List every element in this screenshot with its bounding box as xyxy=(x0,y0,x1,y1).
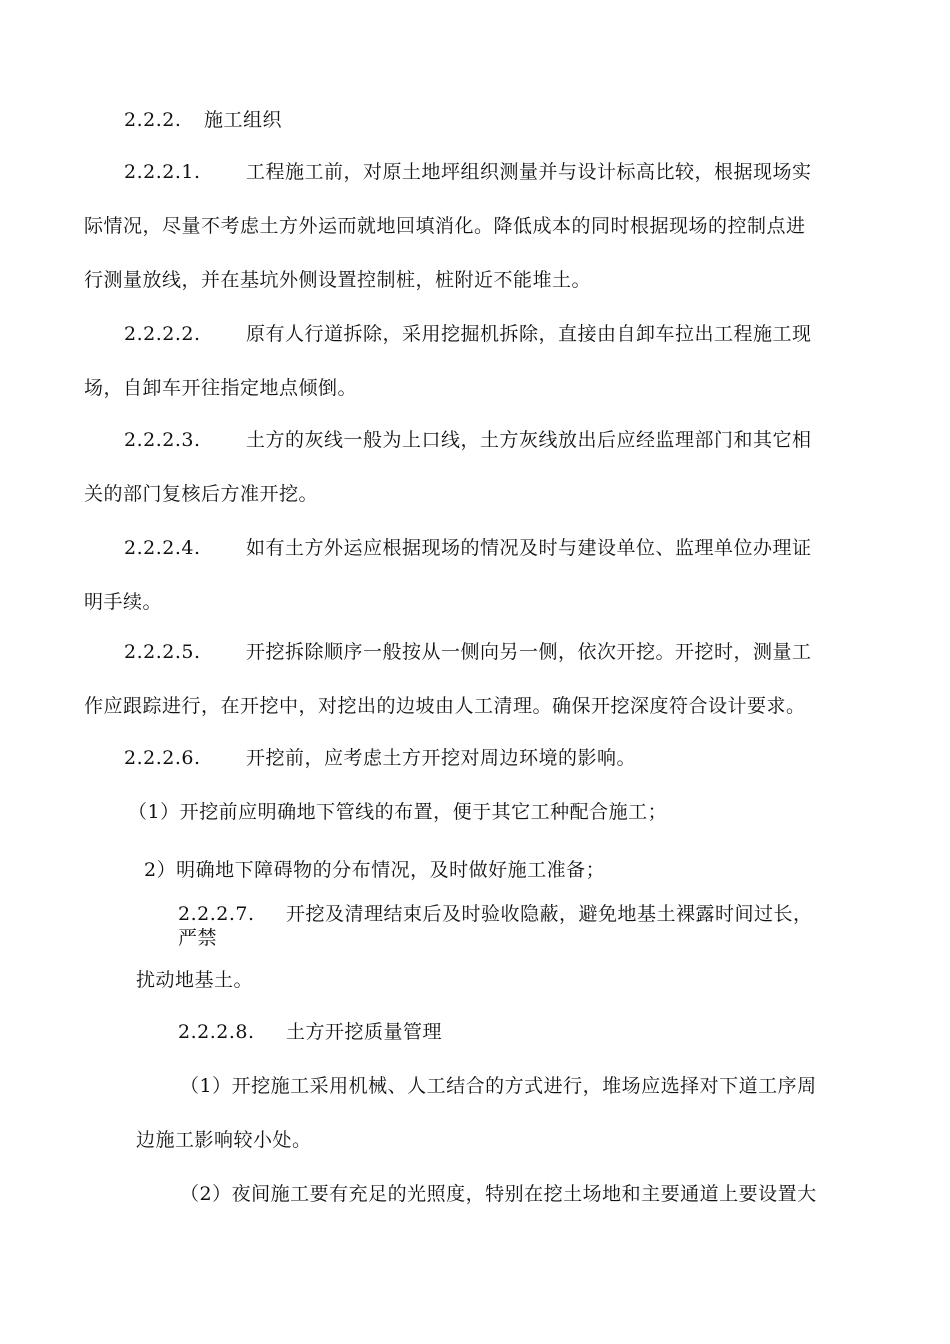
sub-item-1: （1）开挖前应明确地下管线的布置，便于其它工种配合施工； xyxy=(128,801,668,823)
item-number: 2.2.2.3. xyxy=(124,429,201,451)
paragraph-text: 工程施工前，对原土地坪组织测量并与设计标高比较，根据现场实 xyxy=(246,161,812,183)
item-2-2-2-2-first-line xyxy=(124,322,812,346)
item-2-2-2-7-first-line xyxy=(178,902,813,926)
sub-item-quality-2: （2）夜间施工要有充足的光照度，特别在挖土场地和主要通道上要设置大 xyxy=(180,1183,817,1205)
paragraph-text: 如有土方外运应根据现场的情况及时与建设单位、监理单位办理证 xyxy=(246,537,812,559)
sub-item-2: 2）明确地下障碍物的分布情况，及时做好施工准备； xyxy=(144,859,606,881)
paragraph-line: 明手续。 xyxy=(84,591,163,613)
paragraph-text: 开挖及清理结束后及时验收隐蔽，避免地基土裸露时间过长， xyxy=(286,903,813,925)
item-2-2-2-1-first-line xyxy=(124,160,812,184)
item-2-2-2-6-first-line xyxy=(124,746,636,770)
paragraph-text: 原有人行道拆除，采用挖掘机拆除，直接由自卸车拉出工程施工现 xyxy=(246,323,812,345)
paragraph-line: 扰动地基土。 xyxy=(136,969,254,991)
item-2-2-2-3-first-line xyxy=(124,428,812,452)
item-number: 2.2.2.1. xyxy=(124,161,201,183)
paragraph-text: 土方的灰线一般为上口线，土方灰线放出后应经监理部门和其它相 xyxy=(246,429,812,451)
item-number: 2.2.2.5. xyxy=(124,641,201,663)
section-number: 2.2.2. xyxy=(124,109,182,131)
section-heading xyxy=(124,108,282,132)
paragraph-line-continuation: 严禁 xyxy=(178,927,218,949)
paragraph-line: 场，自卸车开往指定地点倾倒。 xyxy=(84,377,358,399)
section-title: 施工组织 xyxy=(204,109,283,131)
paragraph-line: 边施工影响较小处。 xyxy=(136,1129,312,1151)
paragraph-text: 开挖拆除顺序一般按从一侧向另一侧，依次开挖。开挖时，测量工 xyxy=(246,641,812,663)
sub-item-quality-1: （1）开挖施工采用机械、人工结合的方式进行，堆场应选择对下道工序周 xyxy=(180,1075,817,1097)
item-number: 2.2.2.8. xyxy=(178,1021,255,1043)
item-number: 2.2.2.7. xyxy=(178,903,255,925)
item-number: 2.2.2.6. xyxy=(124,747,201,769)
paragraph-line: 作应跟踪进行，在开挖中，对挖出的边坡由人工清理。确保开挖深度符合设计要求。 xyxy=(84,695,806,717)
paragraph-text: 开挖前，应考虑土方开挖对周边环境的影响。 xyxy=(246,747,637,769)
item-2-2-2-5-first-line xyxy=(124,640,812,664)
paragraph-line: 际情况，尽量不考虑土方外运而就地回填消化。降低成本的同时根据现场的控制点进 xyxy=(84,215,806,237)
item-number: 2.2.2.2. xyxy=(124,323,201,345)
item-title: 土方开挖质量管理 xyxy=(286,1021,443,1043)
paragraph-line: 关的部门复核后方准开挖。 xyxy=(84,483,319,505)
item-2-2-2-8-heading xyxy=(178,1020,442,1044)
paragraph-line: 行测量放线，并在基坑外侧设置控制桩，桩附近不能堆土。 xyxy=(84,269,592,291)
item-2-2-2-4-first-line xyxy=(124,536,812,560)
item-number: 2.2.2.4. xyxy=(124,537,201,559)
